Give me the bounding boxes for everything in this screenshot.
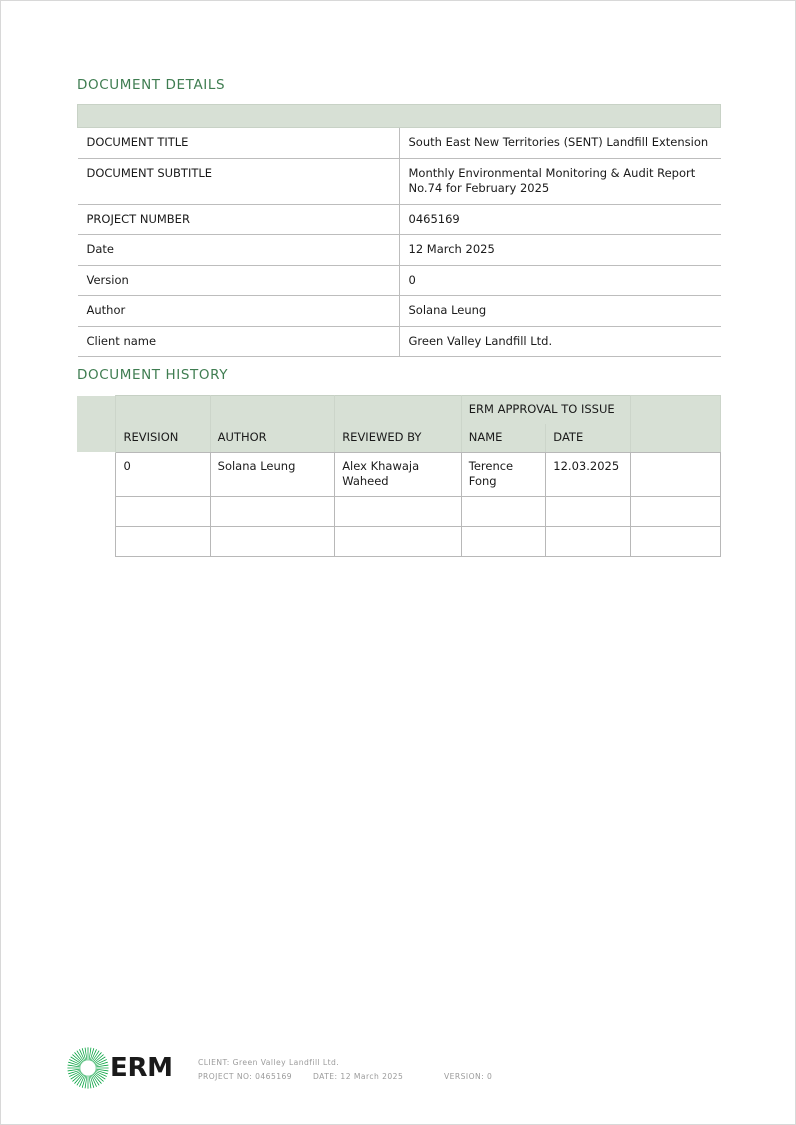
history-cell-date — [546, 526, 631, 556]
table-row — [78, 204, 721, 235]
history-column-name: NAME — [461, 424, 546, 453]
table-row — [78, 128, 721, 159]
history-cell-revision: 0 — [116, 452, 210, 496]
history-column-reviewed-by: REVIEWED BY — [335, 424, 462, 453]
footer-metadata — [198, 1056, 492, 1084]
footer-project-no: PROJECT NO: 0465169 — [198, 1072, 293, 1082]
history-cell-tail — [630, 526, 720, 556]
history-cell-name: Terence Fong — [461, 452, 546, 496]
table-row — [78, 235, 721, 266]
history-column-header-row — [77, 424, 721, 453]
history-cell-author — [210, 496, 335, 526]
details-band-cell — [78, 105, 721, 128]
history-cell-reviewed-by: Alex Khawaja Waheed — [335, 452, 462, 496]
erm-logo — [67, 1047, 179, 1089]
document-history-heading: DOCUMENT HISTORY — [77, 367, 229, 383]
history-group-blank-author — [210, 396, 335, 424]
table-row — [78, 326, 721, 357]
details-label-subtitle: DOCUMENT SUBTITLE — [78, 158, 400, 204]
footer-version: VERSION: 0 — [444, 1072, 493, 1082]
history-cell-name — [461, 526, 546, 556]
document-details-heading: DOCUMENT DETAILS — [77, 77, 226, 93]
history-cell-revision — [116, 526, 210, 556]
details-value-project-number: 0465169 — [399, 204, 721, 235]
details-label-author: Author — [78, 296, 400, 327]
history-group-blank-reviewed-by — [335, 396, 462, 424]
table-row — [78, 296, 721, 327]
history-cell-reviewed-by — [335, 496, 462, 526]
history-cell-author: Solana Leung — [210, 452, 335, 496]
history-spacer-cell — [77, 496, 116, 526]
details-value-author: Solana Leung — [399, 296, 721, 327]
history-column-author: AUTHOR — [210, 424, 335, 453]
history-cell-date: 12.03.2025 — [546, 452, 631, 496]
details-band-row — [78, 105, 721, 128]
table-row — [77, 452, 721, 496]
table-row — [77, 526, 721, 556]
history-group-blank-tail — [630, 396, 720, 424]
history-group-header-approval: ERM APPROVAL TO ISSUE — [461, 396, 630, 424]
details-label-version: Version — [78, 265, 400, 296]
table-row — [77, 496, 721, 526]
history-group-blank-revision — [116, 396, 210, 424]
history-spacer-cell — [77, 396, 116, 424]
details-value-subtitle: Monthly Environmental Monitoring & Audit Report No.74 for February 2025 — [399, 158, 721, 204]
history-cell-date — [546, 496, 631, 526]
history-cell-tail — [630, 496, 720, 526]
history-column-revision: REVISION — [116, 424, 210, 453]
history-cell-reviewed-by — [335, 526, 462, 556]
footer-detail-line — [198, 1070, 492, 1084]
table-row — [78, 158, 721, 204]
details-value-title: South East New Territories (SENT) Landfill Extension — [399, 128, 721, 159]
erm-sunburst-icon — [67, 1047, 109, 1089]
history-group-header-row — [77, 396, 721, 424]
page-footer — [67, 1047, 492, 1089]
details-value-client-name: Green Valley Landfill Ltd. — [399, 326, 721, 357]
document-details-table — [77, 104, 721, 357]
history-column-date: DATE — [546, 424, 631, 453]
history-cell-tail — [630, 452, 720, 496]
details-label-date: Date — [78, 235, 400, 266]
footer-date: DATE: 12 March 2025 — [313, 1072, 404, 1082]
history-cell-author — [210, 526, 335, 556]
footer-client-line: CLIENT: Green Valley Landfill Ltd. — [198, 1058, 340, 1067]
history-spacer-cell — [77, 452, 116, 496]
history-spacer-cell — [77, 424, 116, 453]
details-value-version: 0 — [399, 265, 721, 296]
table-row — [78, 265, 721, 296]
history-cell-revision — [116, 496, 210, 526]
details-value-date: 12 March 2025 — [399, 235, 721, 266]
history-column-tail — [630, 424, 720, 453]
details-label-client-name: Client name — [78, 326, 400, 357]
details-label-title: DOCUMENT TITLE — [78, 128, 400, 159]
erm-logo-text: ERM — [110, 1053, 173, 1083]
history-spacer-cell — [77, 526, 116, 556]
details-label-project-number: PROJECT NUMBER — [78, 204, 400, 235]
document-history-table — [77, 395, 721, 557]
history-cell-name — [461, 496, 546, 526]
